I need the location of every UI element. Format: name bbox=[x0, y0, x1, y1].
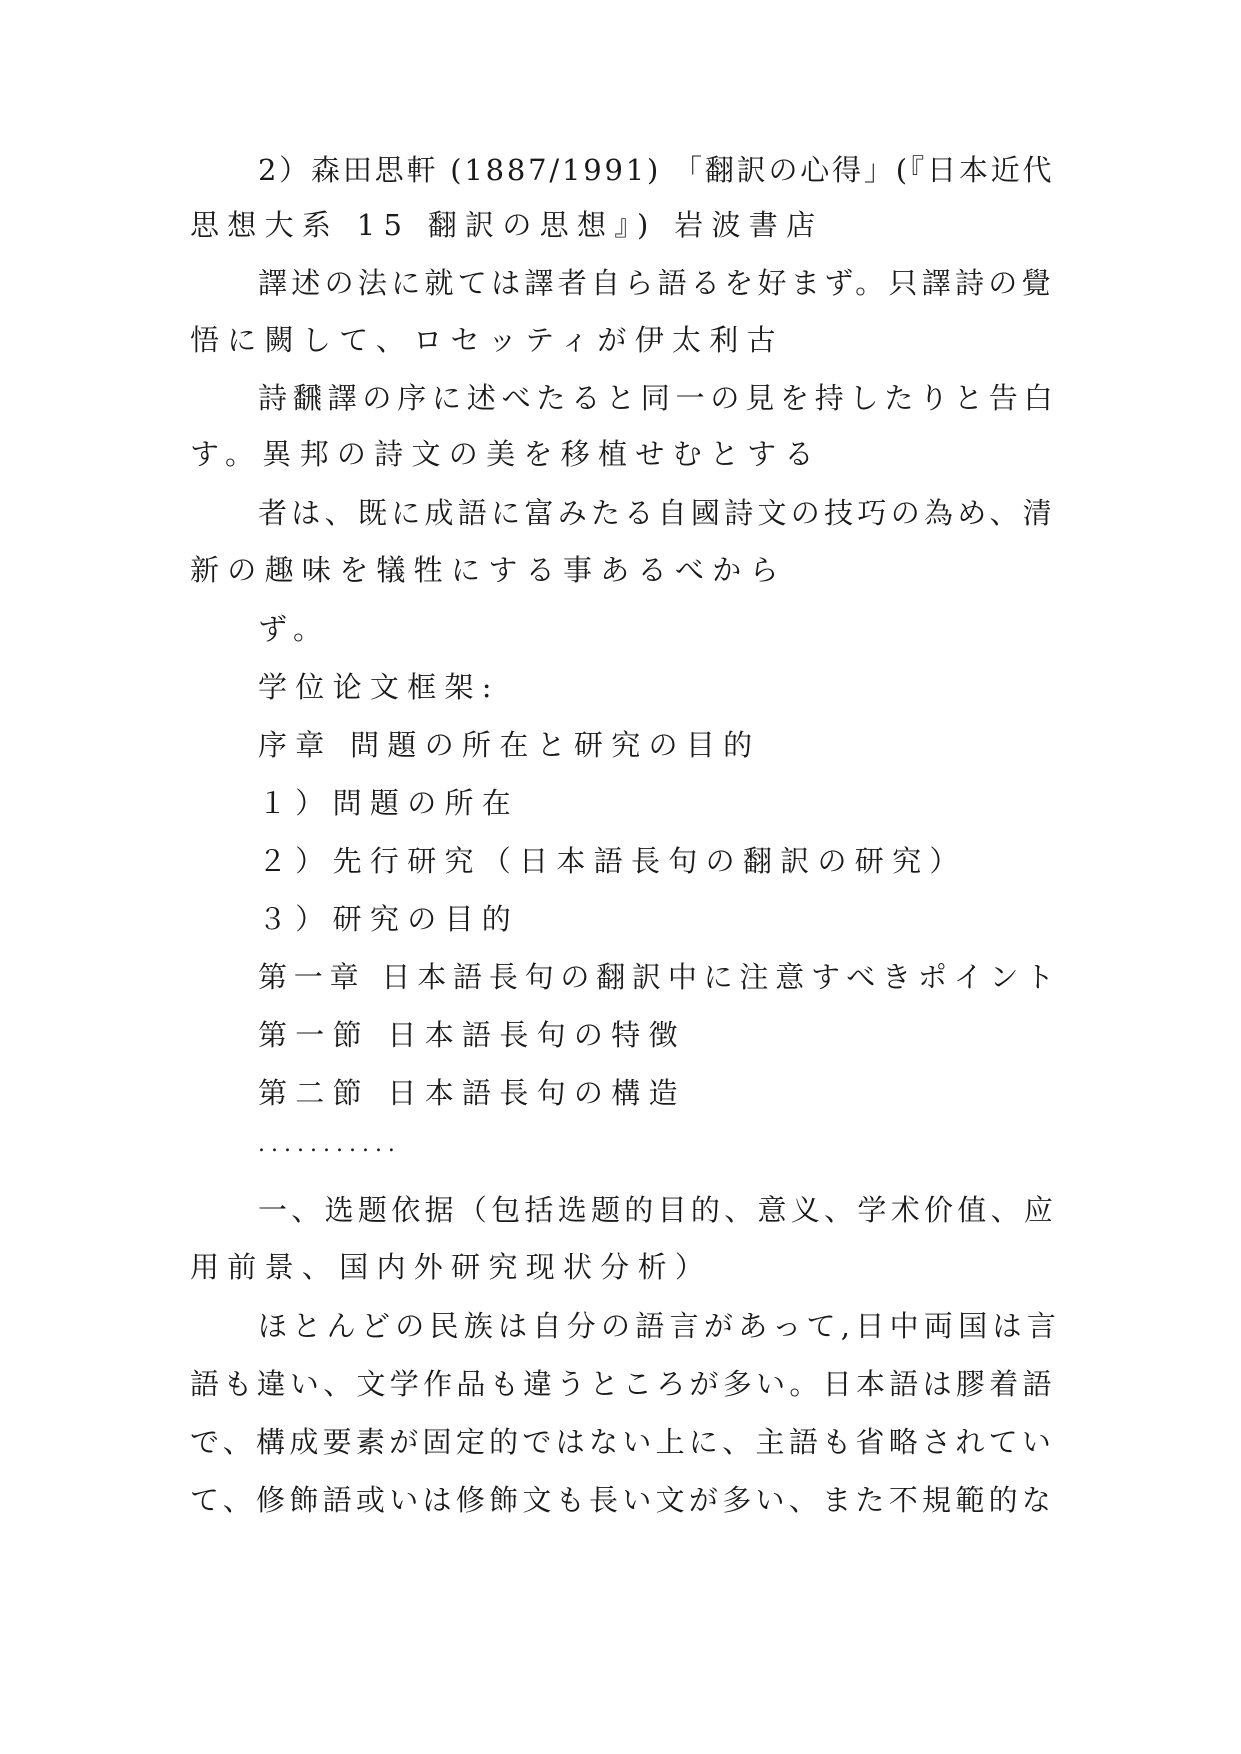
body-line-2: 語も違い、文学作品も違うところが多い。日本語は膠着語 bbox=[190, 1367, 1056, 1401]
outline-item: ２）先行研究（日本語長句の翻訳の研究） bbox=[258, 844, 967, 878]
reference-line-2: 思想大系 15 翻訳の思想』) 岩波書店 bbox=[190, 208, 824, 242]
outline-item: ３）研究の目的 bbox=[258, 902, 520, 936]
quote-line-4: す。異邦の詩文の美を移植せむとする bbox=[190, 437, 822, 471]
quote-line-5: 者は、既に成語に富みたる自國詩文の技巧の為め、清 bbox=[258, 496, 1057, 530]
body-line-3: で、構成要素が固定的ではない上に、主語も省略されてい bbox=[190, 1425, 1056, 1459]
outline-item: 第一章 日本語長句の翻訳中に注意すべきポイント bbox=[258, 960, 1062, 994]
quote-line-7: ず。 bbox=[258, 612, 331, 646]
body-line-4: て、修飾語或いは修飾文も長い文が多い、また不規範的な bbox=[190, 1483, 1056, 1517]
section-heading-line-1: 一、选题依据（包括选题的目的、意义、学术价值、应 bbox=[258, 1193, 1058, 1227]
outline-item: 第一節 日本語長句の特徴 bbox=[258, 1018, 686, 1052]
body-line-1: ほとんどの民族は自分の語言があって,日中両国は言 bbox=[258, 1309, 1062, 1343]
quote-line-1: 譯述の法に就ては譯者自ら語るを好まず。只譯詩の覺 bbox=[258, 266, 1055, 300]
quote-line-2: 悟に闕して、ロセッティが伊太利古 bbox=[190, 323, 784, 357]
outline-item: 第二節 日本語長句の構造 bbox=[258, 1076, 686, 1110]
outline-heading: 学位论文框架: bbox=[258, 670, 500, 704]
section-heading-line-2: 用前景、国内外研究现状分析） bbox=[190, 1250, 713, 1284]
outline-item: １）問題の所在 bbox=[258, 786, 520, 820]
outline-item: 序章 問題の所在と研究の目的 bbox=[258, 728, 761, 762]
ellipsis-line: ........... bbox=[258, 1132, 401, 1157]
reference-line-1: 2）森田思軒 (1887/1991) 「翻訳の心得」(『日本近代 bbox=[258, 153, 1055, 187]
quote-line-6: 新の趣味を犠牲にする事あるべから bbox=[190, 553, 787, 587]
quote-line-3: 詩飜譯の序に述べたると同一の見を持したりと告白 bbox=[258, 381, 1059, 415]
